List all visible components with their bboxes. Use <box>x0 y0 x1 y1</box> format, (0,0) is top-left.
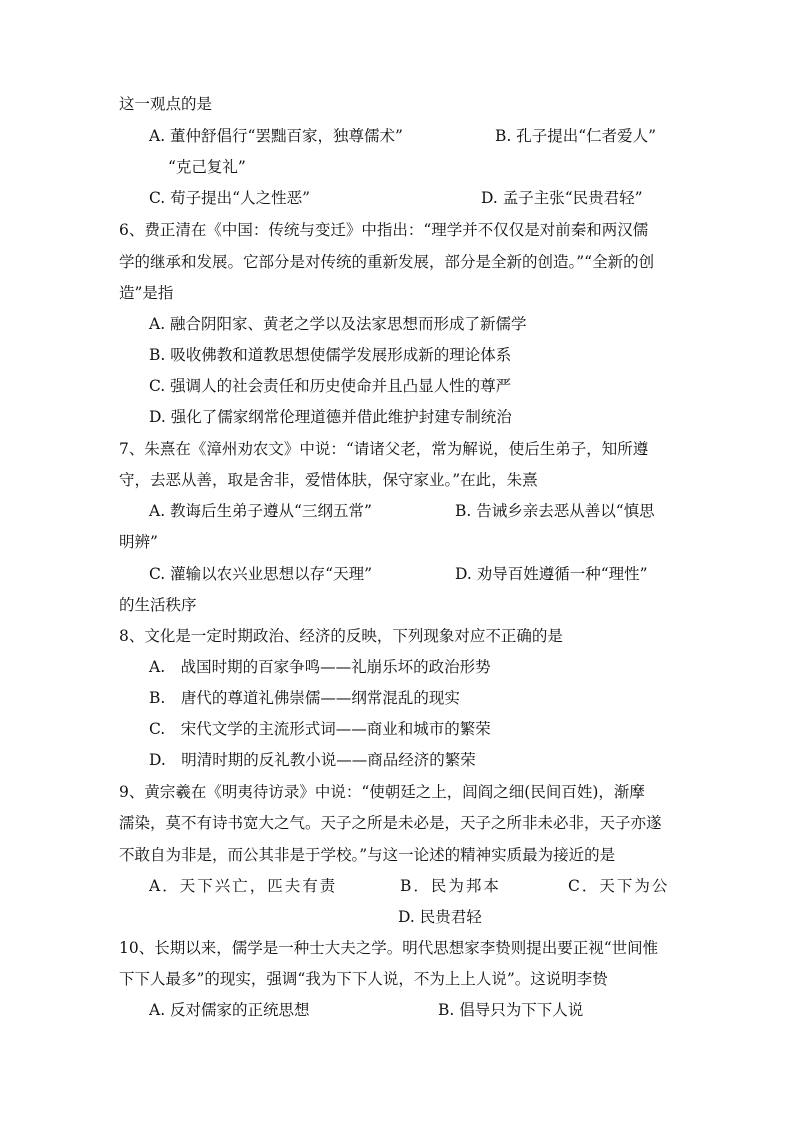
q8-option-d: D. 明清时期的反礼教小说——商品经济的繁荣 <box>149 751 476 769</box>
q6-option-a: A. 融合阴阳家、黄老之学以及法家思想而形成了新儒学 <box>149 315 527 333</box>
q7-stem-line-1: 7、朱熹在《漳州劝农文》中说：“请诸父老，常为解说，使后生弟子，知所遵 <box>119 440 649 458</box>
q6-option-d: D. 强化了儒家纲常伦理道德并借此维护封建专制统治 <box>149 408 512 426</box>
q7-option-b-cont: 明辨” <box>119 533 158 551</box>
q5-option-a: A. 董仲舒倡行“罢黜百家，独尊儒术” <box>149 127 403 145</box>
q6-option-c: C. 强调人的社会责任和历史使命并且凸显人性的尊严 <box>149 377 512 395</box>
q6-option-b: B. 吸收佛教和道教思想使儒学发展形成新的理论体系 <box>149 346 512 364</box>
q5-stem-tail: 这一观点的是 <box>119 95 213 113</box>
q10-stem-line-2: 下下人最多”的现实，强调“我为下下人说，不为上上人说”。这说明李贽 <box>119 970 608 988</box>
q8-option-a: A. 战国时期的百家争鸣——礼崩乐坏的政治形势 <box>149 658 491 676</box>
q6-stem-line-1: 6、费正清在《中国：传统与变迁》中指出：“理学并不仅仅是对前秦和两汉儒 <box>119 221 649 239</box>
q8-stem: 8、文化是一定时期政治、经济的反映，下列现象对应不正确的是 <box>119 627 563 645</box>
q7-option-b: B. 告诫乡亲去恶从善以“慎思 <box>455 502 655 520</box>
q9-option-a: A．天下兴亡，匹夫有责 <box>149 877 338 895</box>
q7-option-d: D. 劝导百姓遵循一种“理性” <box>455 565 648 583</box>
q5-option-b-cont: “克己复礼” <box>168 158 246 176</box>
q9-stem-line-3: 不敢自为非是，而公其非是于学校。”与这一论述的精神实质最为接近的是 <box>119 846 616 864</box>
q5-option-c: C. 荀子提出“人之性恶” <box>149 189 311 207</box>
q7-option-c: C. 灌输以农兴业思想以存“天理” <box>149 565 373 583</box>
q7-option-d-cont: 的生活秩序 <box>119 596 197 614</box>
q10-stem-line-1: 10、长期以来，儒学是一种士大夫之学。明代思想家李贽则提出要正视“世间惟 <box>119 939 659 957</box>
q10-option-a: A. 反对儒家的正统思想 <box>149 1001 310 1019</box>
q9-option-b: B．民为邦本 <box>400 877 501 895</box>
q5-option-d: D. 孟子主张“民贵君轻” <box>481 189 643 207</box>
q10-option-b: B. 倡导只为下下人说 <box>438 1001 584 1019</box>
q9-option-c: C．天下为公 <box>568 877 670 895</box>
q9-stem-line-1: 9、黄宗羲在《明夷待访录》中说：“使朝廷之上，闾阎之细(民间百姓)，渐摩 <box>119 783 645 801</box>
q6-stem-line-3: 造”是指 <box>119 284 174 302</box>
q9-stem-line-2: 濡染，莫不有诗书宽大之气。天子之所是未必是，天子之所非未必非，天子亦遂 <box>119 814 662 832</box>
q7-stem-line-2: 守，去恶从善，取是舍非，爱惜体肤，保守家业。”在此，朱熹 <box>119 471 538 489</box>
q5-option-b: B. 孔子提出“仁者爱人” <box>495 127 657 145</box>
q9-option-d: D. 民贵君轻 <box>398 908 482 926</box>
q8-option-b: B. 唐代的尊道礼佛崇儒——纲常混乱的现实 <box>149 689 460 707</box>
q8-option-c: C. 宋代文学的主流形式词——商业和城市的繁荣 <box>149 720 491 738</box>
q6-stem-line-2: 学的继承和发展。它部分是对传统的重新发展，部分是全新的创造。”“全新的创 <box>119 253 655 271</box>
q7-option-a: A. 教诲后生弟子遵从“三纲五常” <box>149 502 372 520</box>
